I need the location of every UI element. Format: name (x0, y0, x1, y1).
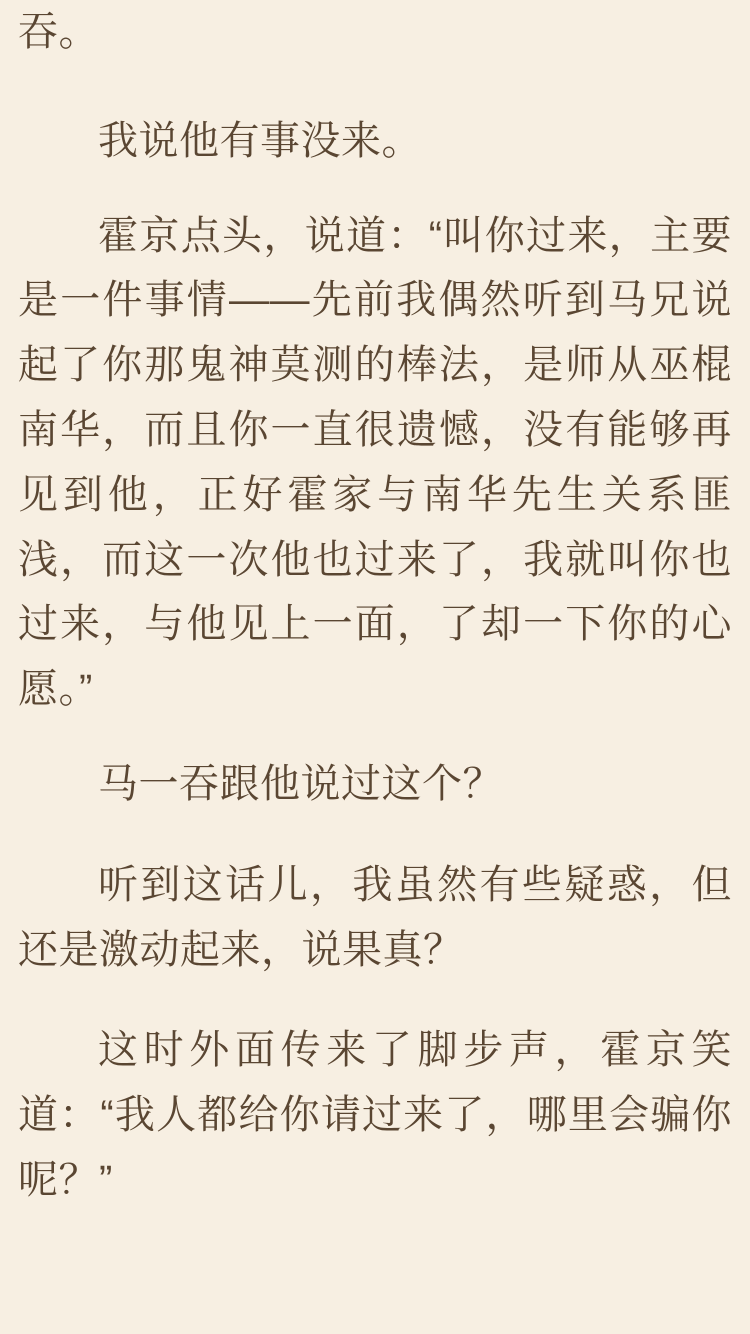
paragraph: 我说他有事没来。 (98, 118, 422, 163)
paragraph: 听到这话儿，我虽然有些疑惑，但还是激动起来，说果真？ (18, 862, 732, 972)
paragraph: 这时外面传来了脚步声，霍京笑道：“我人都给你请过来了，哪里会骗你呢？” (18, 1028, 732, 1202)
paragraph: 霍京点头，说道：“叫你过来，主要是一件事情——先前我偶然听到马兄说起了你那鬼神莫测的棒法，是师从巫棍南华，而且你一直很遗憾，没有能够再见到他，正好霍家与南华先生关系匪浅，而这一次他也过来了，我就叫你也过来，与他见上一面，了却一下你的心愿。” (18, 213, 732, 712)
paragraph-partial-top: 吞。 (18, 10, 99, 54)
reader-text-body (18, 0, 732, 1213)
paragraph: 马一吞跟他说过这个？ (98, 761, 503, 806)
